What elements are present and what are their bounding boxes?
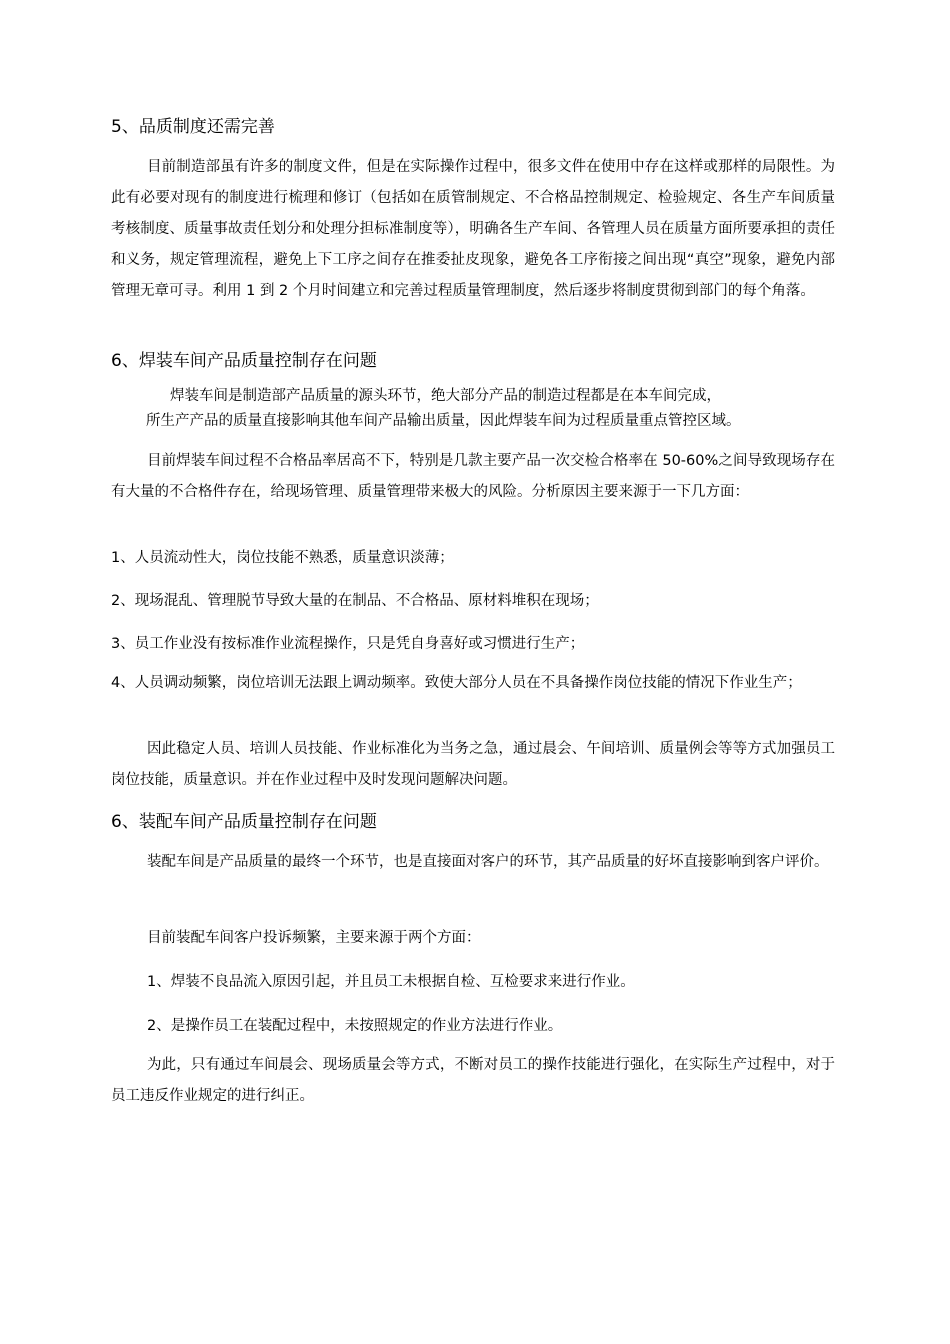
assembly-cause-item-1: 1、焊装不良品流入原因引起，并且员工未根据自检、互检要求来进行作业。: [147, 974, 635, 990]
welding-cause-item-4: 4、人员调动频繁，岗位培训无法跟上调动频率。致使大部分人员在不具备操作岗位技能的情况下作业生产；: [111, 675, 802, 691]
assembly-cause-item-2: 2、是操作员工在装配过程中，未按照规定的作业方法进行作业。: [147, 1018, 563, 1034]
welding-cause-item-1: 1、人员流动性大，岗位技能不熟悉，质量意识淡薄；: [111, 550, 454, 566]
welding-cause-item-3: 3、员工作业没有按标准作业流程操作，只是凭自身喜好或习惯进行生产；: [111, 636, 585, 652]
welding-cause-item-2: 2、现场混乱、管理脱节导致大量的在制品、不合格品、原材料堆积在现场；: [111, 593, 599, 609]
section-6-welding-heading: 6、焊装车间产品质量控制存在问题: [111, 351, 377, 371]
welding-intro-line-2: 所生产产品的质量直接影响其他车间产品输出质量，因此焊装车间为过程质量重点管控区域。: [146, 413, 741, 429]
section-5-heading: 5、品质制度还需完善: [111, 117, 275, 137]
assembly-conclusion-paragraph: 为此，只有通过车间晨会、现场质量会等方式，不断对员工的操作技能进行强化，在实际生产过程中，对于员工违反作业规定的进行纠正。: [111, 1057, 835, 1104]
section-6-assembly-heading: 6、装配车间产品质量控制存在问题: [111, 812, 377, 832]
section-5-paragraph: 目前制造部虽有许多的制度文件，但是在实际操作过程中，很多文件在使用中存在这样或那样的局限性。为此有必要对现有的制度进行梳理和修订（包括如在质管制规定、不合格品控制规定、检验规定、各生产车间质量考核制度、质量事故责任划分和处理分担标准制度等），明确各生产车间、各管理人员在质量方面所要承担的责任和义务，规定管理流程，避免上下工序之间存在推委扯皮现象，避免各工序衔接之间出现“真空”现象，避免内部管理无章可寻。利用 1 到 2 个月时间建立和完善过程质量管理制度，然后逐步将制度贯彻到部门的每个角落。: [111, 159, 835, 299]
welding-intro-line-1: 焊装车间是制造部产品质量的源头环节，绝大部分产品的制造过程都是在本车间完成，: [170, 388, 721, 404]
assembly-complaint-paragraph: 目前装配车间客户投诉频繁，主要来源于两个方面：: [147, 930, 481, 946]
welding-conclusion-paragraph: 因此稳定人员、培训人员技能、作业标准化为当务之急，通过晨会、午间培训、质量例会等等方式加强员工岗位技能，质量意识。并在作业过程中及时发现问题解决问题。: [111, 741, 835, 788]
assembly-intro-paragraph: 装配车间是产品质量的最终一个环节，也是直接面对客户的环节，其产品质量的好坏直接影响到客户评价。: [147, 854, 829, 870]
welding-current-status-paragraph: 目前焊装车间过程不合格品率居高不下，特别是几款主要产品一次交检合格率在 50-60%之间导致现场存在有大量的不合格件存在，给现场管理、质量管理带来极大的风险。分析原因主要来源于一下几方面：: [111, 453, 835, 500]
